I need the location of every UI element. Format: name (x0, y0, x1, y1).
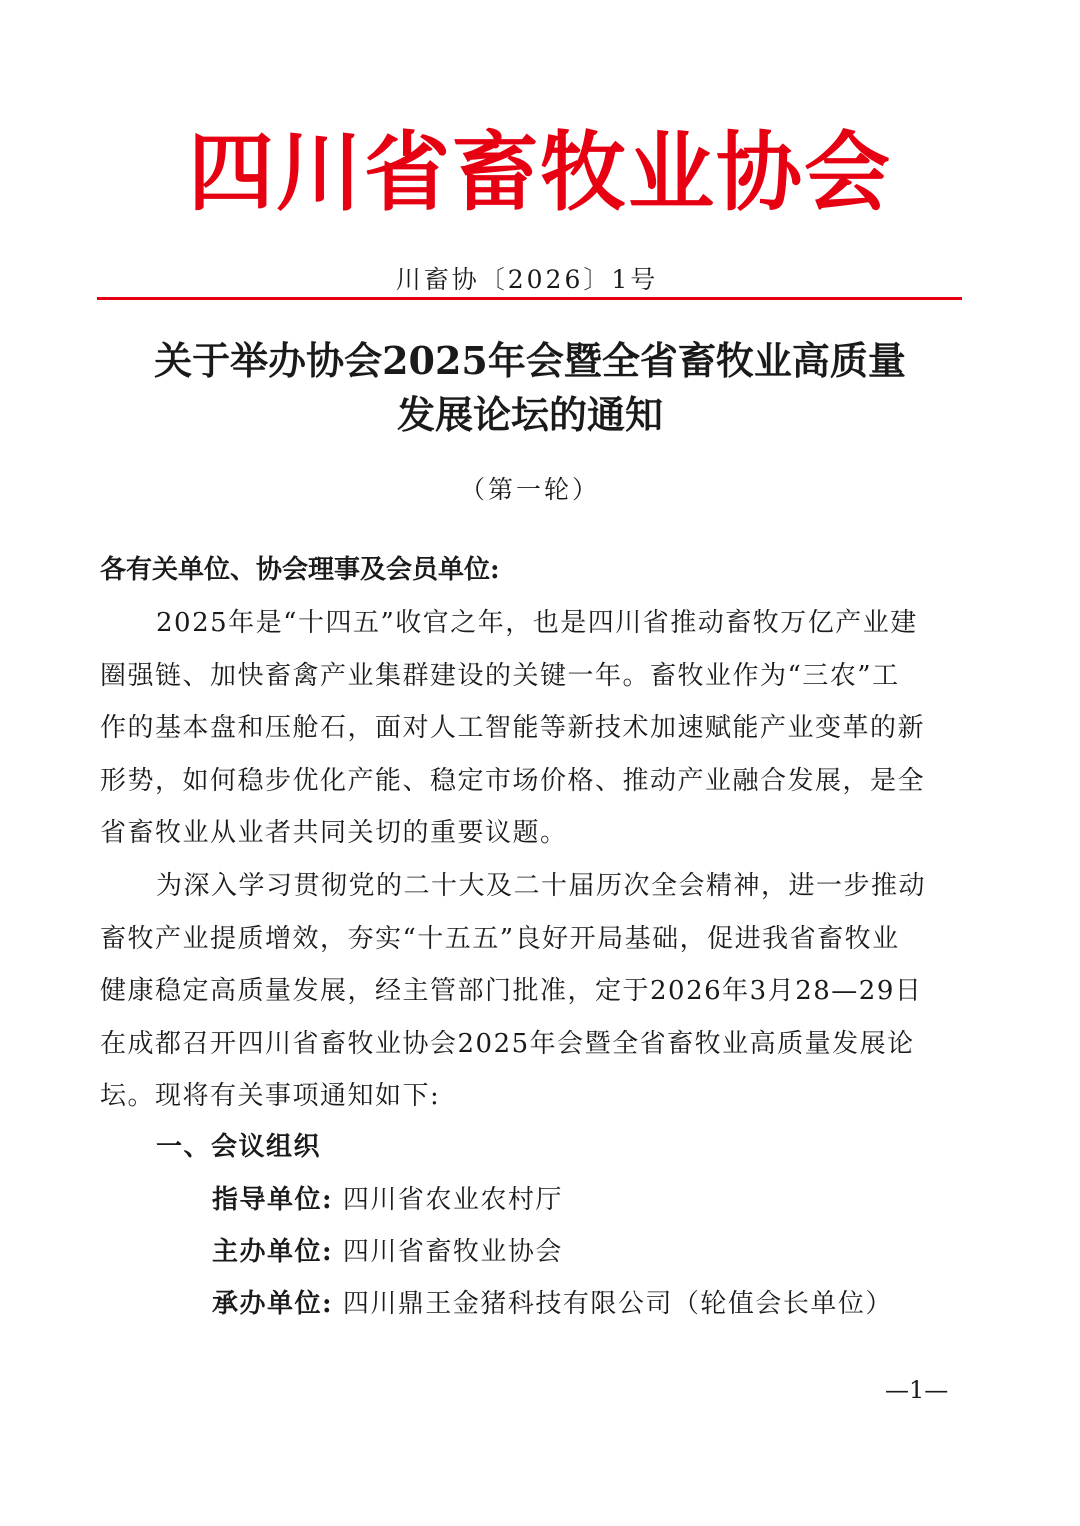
doc-title-line: 关于举办协会2025年会暨全省畜牧业高质量 (154, 338, 906, 383)
doc-title-line: 发展论坛的通知 (396, 392, 663, 437)
doc-title (100, 334, 960, 442)
host-unit-label: 主办单位: (212, 1237, 334, 1267)
paragraph-line: 形势，如何稳步优化产能、稳定市场价格、推动产业融合发展，是全 (100, 765, 926, 796)
section-heading: 一、会议组织 (156, 1132, 322, 1162)
paragraph-1 (100, 597, 960, 860)
org-header: 四川省畜牧业协会 (188, 123, 892, 223)
paragraph-line: 2025年是“十四五”收官之年，也是四川省推动畜牧万亿产业建 (156, 608, 918, 638)
guide-unit-row (212, 1174, 563, 1226)
paragraph-line: 作的基本盘和压舱石，面对人工智能等新技术加速赋能产业变革的新 (100, 713, 926, 743)
guide-unit-value: 四川省农业农村厅 (342, 1185, 563, 1215)
paragraph-line: 省畜牧业从业者共同关切的重要议题。 (100, 818, 568, 848)
guide-unit-label: 指导单位: (212, 1185, 334, 1215)
paragraph-line: 圈强链、加快畜禽产业集群建设的关键一年。畜牧业作为“三农”工 (100, 660, 900, 691)
paragraph-line: 在成都召开四川省畜牧业协会2025年会暨全省畜牧业高质量发展论 (100, 1028, 915, 1059)
doc-number: 川畜协〔2026〕1号 (395, 265, 659, 294)
paragraph-2 (100, 860, 960, 1123)
paragraph-line: 健康稳定高质量发展，经主管部门批准，定于2026年3月28—29日 (100, 976, 923, 1006)
page-number: —1— (885, 1376, 949, 1404)
round-label: （第一轮） (459, 475, 600, 504)
paragraph-line: 坛。现将有关事项通知如下: (100, 1081, 441, 1111)
host-unit-row (212, 1226, 563, 1278)
header-red-rule (97, 297, 962, 300)
paragraph-line: 为深入学习贯彻党的二十大及二十届历次全会精神，进一步推动 (156, 871, 927, 901)
organizer-unit-label: 承办单位: (212, 1289, 334, 1319)
paragraph-line: 畜牧产业提质增效，夯实“十五五”良好开局基础，促进我省畜牧业 (100, 923, 900, 954)
organizer-unit-value: 四川鼎王金猪科技有限公司（轮值会长单位） (342, 1289, 893, 1319)
organizer-unit-row (212, 1278, 893, 1330)
salutation: 各有关单位、协会理事及会员单位: (100, 555, 500, 585)
host-unit-value: 四川省畜牧业协会 (342, 1237, 563, 1267)
